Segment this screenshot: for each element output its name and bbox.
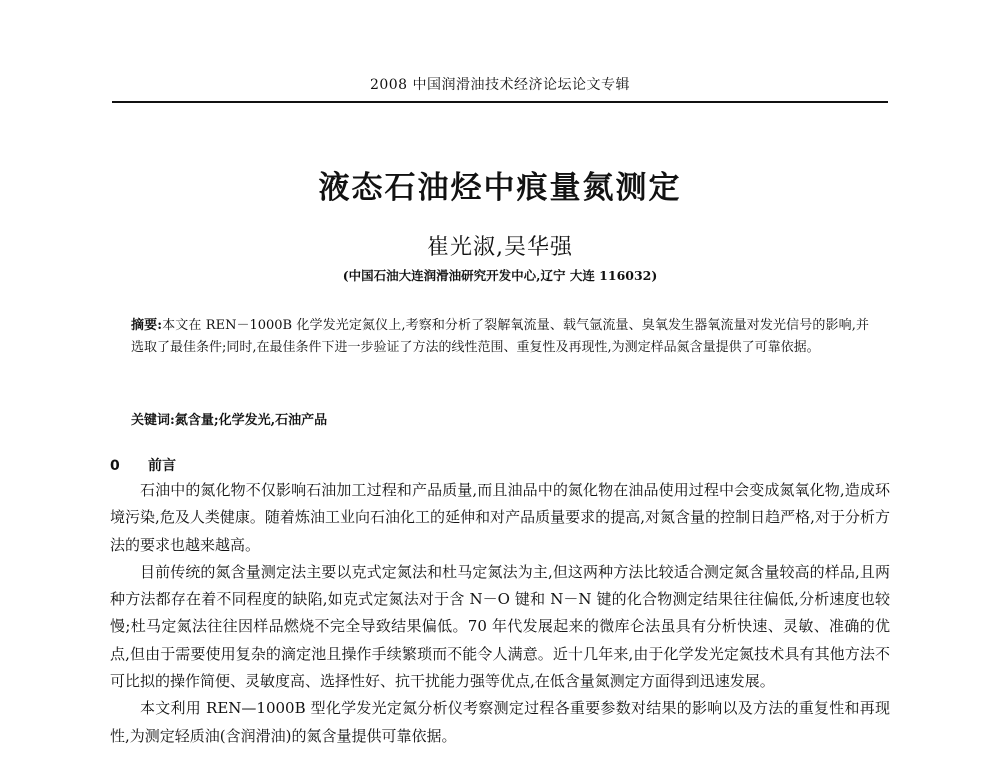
section-number: 0 (110, 458, 120, 474)
abstract-text: 本文在 REN－1000B 化学发光定氮仪上,考察和分析了裂解氧流量、载气氩流量、臭氧发生器氧流量对发光信号的影响,并选取了最佳条件;同时,在最佳条件下进一步验证了方法的线性范围、重复性及再现性,为测定样品氮含量提供了可靠依据。 (131, 318, 869, 355)
paragraph: 本文利用 REN—1000B 型化学发光定氮分析仪考察测定过程各重要参数对结果的影响以及方法的重复性和再现性,为测定轻质油(含润滑油)的氮含量提供可靠依据。 (110, 699, 890, 745)
keywords (131, 409, 869, 428)
paragraph: 目前传统的氮含量测定法主要以克式定氮法和杜马定氮法为主,但这两种方法比较适合测定氮含量较高的样品,且两种方法都存在着不同程度的缺陷,如克式定氮法对于含 N－O 键和 N－N 键的化合物测定结果往往偏低,分析速度也较慢;杜马定氮法往往因样品燃烧不完全导致结果偏低。70 年代发展起来的微库仑法虽具有分析快速、灵敏、准确的优点,但由于需要使用复杂的滴定池且操作手续繁琐而不能令人满意。近十几年来,由于化学发光定氮技术具有其他方法不可比拟的操作简便、灵敏度高、选择性好、抗干扰能力强等优点,在低含量氮测定方面得到迅速发展。 (110, 562, 890, 691)
header-rule (112, 101, 888, 103)
abstract (131, 315, 869, 359)
section-title: 前言 (148, 458, 176, 474)
keywords-text: 氮含量;化学发光,石油产品 (174, 413, 328, 428)
body-text (110, 477, 890, 750)
running-header: 2008 中国润滑油技术经济论坛论文专辑 (369, 77, 631, 93)
affiliation: (中国石油大连润滑油研究开发中心,辽宁 大连 116032) (342, 268, 658, 283)
keywords-label: 关键词: (131, 413, 175, 428)
abstract-label: 摘要: (131, 318, 163, 333)
paragraph: 石油中的氮化物不仅影响石油加工过程和产品质量,而且油品中的氮化物在油品使用过程中会变成氮氧化物,造成环境污染,危及人类健康。随着炼油工业向石油化工的延伸和对产品质量要求的提高,对氮含量的控制日趋严格,对于分析方法的要求也越来越高。 (110, 481, 890, 554)
paper-title: 液态石油烃中痕量氮测定 (318, 170, 682, 206)
section-heading (110, 455, 176, 475)
authors: 崔光淑,吴华强 (427, 235, 573, 260)
